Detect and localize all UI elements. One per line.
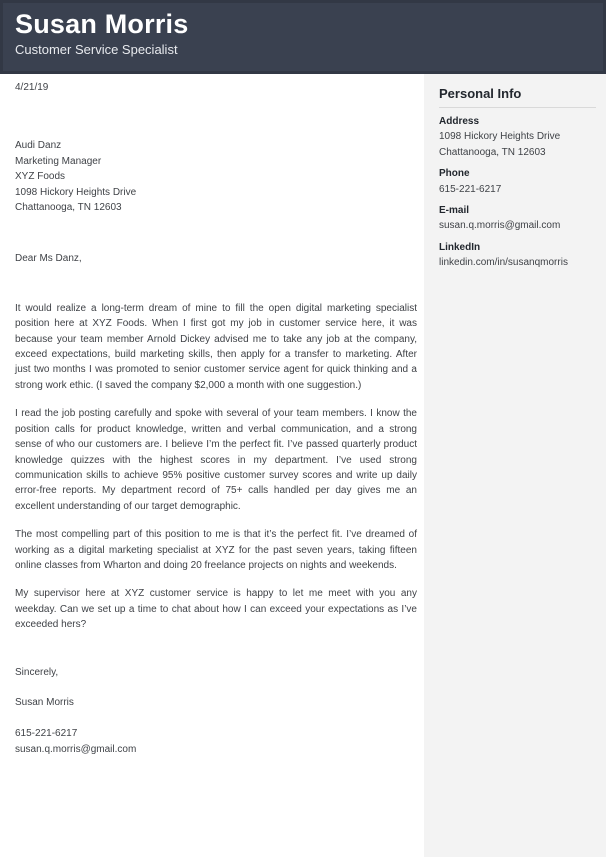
letter-header xyxy=(0,0,606,74)
sidebar-field-linkedin xyxy=(439,240,596,271)
signature-email: susan.q.morris@gmail.com xyxy=(15,743,137,755)
salutation: Dear Ms Danz, xyxy=(15,253,82,265)
personal-info-sidebar xyxy=(424,74,606,857)
phone-value: 615-221-6217 xyxy=(439,183,502,195)
phone-label: Phone xyxy=(439,168,470,180)
address-city: Chattanooga, TN 12603 xyxy=(439,146,546,158)
letter-paragraph-3: The most compelling part of this position to me is that it’s the perfect fit. I’ve dreamed of working as a digital marketing specialist at XYZ for the past seven years, taking fifteen online classes from Wharton and doing 20 freelance projects on nights and weekends. xyxy=(15,529,417,571)
sidebar-heading: Personal Info xyxy=(439,86,522,101)
sidebar-field-address xyxy=(439,114,596,160)
recipient-name: Audi Danz xyxy=(15,140,62,152)
linkedin-label: LinkedIn xyxy=(439,241,481,253)
recipient-company: XYZ Foods xyxy=(15,171,66,183)
address-label: Address xyxy=(439,116,480,127)
recipient-street: 1098 Hickory Heights Drive xyxy=(15,186,137,198)
letter-paragraph-2: I read the job posting carefully and spoke with several of your team members. I know the position calls for product knowledge, written and verbal communication, and a strong sense of who our customers are. I believe I’m the perfect fit. I’ve passed quarterly product knowledge quizzes with the highest scores in my department. I’ve used strong communication skills to achieve 95% positive customer survey scores and write up daily error-free reports. My department record of 75+ calls handled per day gives me an excellent understanding of our target demographic. xyxy=(15,408,417,512)
letter-date: 4/21/19 xyxy=(15,82,49,93)
email-value: susan.q.morris@gmail.com xyxy=(439,220,561,232)
address-street: 1098 Hickory Heights Drive xyxy=(439,131,561,143)
letter-body xyxy=(0,74,424,757)
closing: Sincerely, xyxy=(15,666,59,678)
letter-paragraph-4: My supervisor here at XYZ customer service is happy to let me meet with you any weekday. Can we set up a time to chat about how I can exceed your expectations as I’ve exceeded hers? xyxy=(15,588,417,631)
recipient-block xyxy=(15,138,417,215)
sidebar-divider xyxy=(439,107,596,108)
email-label: E-mail xyxy=(439,205,470,217)
candidate-name: Susan Morris xyxy=(15,9,189,39)
linkedin-value: linkedin.com/in/susanqmorris xyxy=(439,257,568,269)
signature-contact-block xyxy=(15,726,417,757)
sidebar-field-email xyxy=(439,203,596,234)
signature-phone: 615-221-6217 xyxy=(15,728,78,740)
letter-paragraph-1: It would realize a long-term dream of mine to fill the open digital marketing specialist position here at XYZ Foods. When I first got my job in customer service here, it was because your team member Arnold Dickey advised me to take any job at the company, exceed expectations, build marketing skills, then apply for a transfer to marketing. After just two months I was promoted to senior customer service agent for quick thinking and a strong work ethic. (I saved the company $2,000 a month with one suggestion.) xyxy=(15,302,417,391)
sidebar-field-phone xyxy=(439,166,596,197)
signature-name: Susan Morris xyxy=(15,696,74,708)
recipient-role: Marketing Manager xyxy=(15,155,102,167)
candidate-job-title: Customer Service Specialist xyxy=(15,42,178,57)
recipient-city: Chattanooga, TN 12603 xyxy=(15,202,122,214)
